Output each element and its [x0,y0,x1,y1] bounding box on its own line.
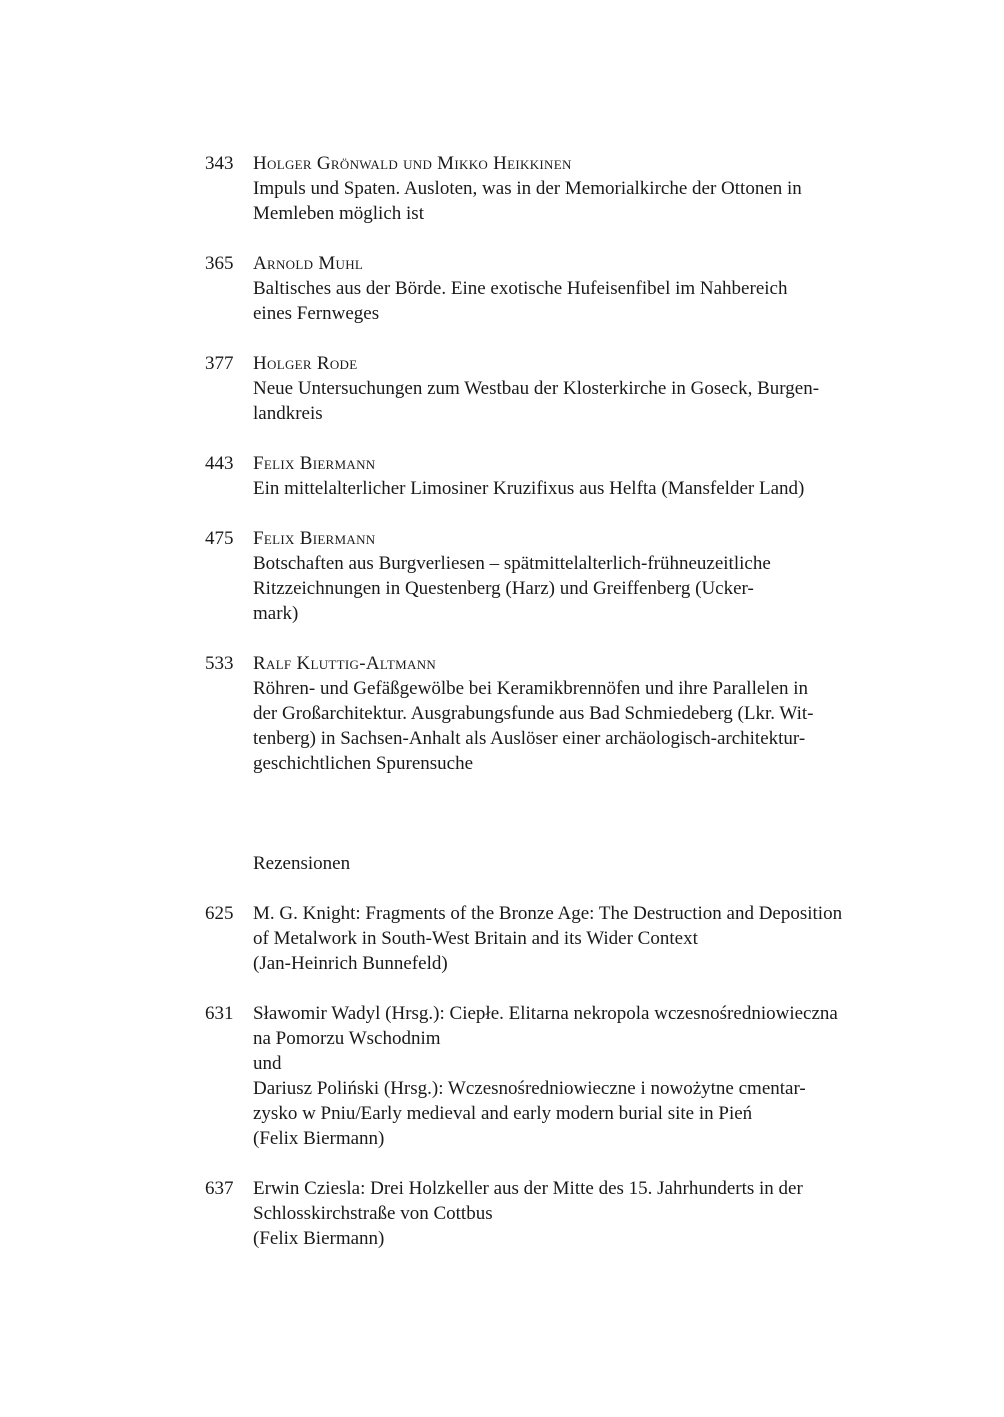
page-number: 377 [205,353,234,374]
review-entry [205,901,865,976]
toc-entry [205,251,865,326]
entry-body [253,1001,865,1151]
review-entry [205,1001,865,1151]
entry-title-line: Impuls und Spaten. Ausloten, was in der Memorialkirche der Ottonen in [253,178,802,199]
entry-body [253,251,865,326]
toc-entry [205,526,865,626]
page-number: 637 [205,1178,234,1199]
entry-author: Holger Rode [253,353,358,374]
entry-title-line: landkreis [253,403,323,424]
page-number: 343 [205,153,234,174]
entry-title-line: Botschaften aus Burgverliesen – spätmittelalterlich-frühneuzeitliche [253,553,771,574]
review-line: (Jan-Heinrich Bunnefeld) [253,953,448,974]
entry-author: Ralf Kluttig-Altmann [253,653,437,674]
entry-author: Felix Biermann [253,453,376,474]
review-line: und [253,1053,282,1074]
page-number: 533 [205,653,234,674]
review-line: (Felix Biermann) [253,1228,385,1249]
entry-title-line: der Großarchitektur. Ausgrabungsfunde aus Bad Schmiedeberg (Lkr. Wit- [253,703,814,724]
entry-body [253,451,865,501]
entry-title-line: Memleben möglich ist [253,203,424,224]
table-of-contents [205,151,865,1276]
review-line: zysko w Pniu/Early medieval and early modern burial site in Pień [253,1103,753,1124]
review-line: of Metalwork in South-West Britain and its Wider Context [253,928,698,949]
entry-body [253,651,865,776]
page-number: 365 [205,253,234,274]
entry-title-line: Baltisches aus der Börde. Eine exotische Hufeisenfibel im Nahbereich [253,278,788,299]
review-line: Dariusz Poliński (Hrsg.): Wczesnośredniowieczne i nowożytne cmentar- [253,1078,806,1099]
review-line: Schlosskirchstraße von Cottbus [253,1203,493,1224]
entry-body [253,901,865,976]
entry-title-line: eines Fernweges [253,303,380,324]
entry-title-line: Neue Untersuchungen zum Westbau der Klosterkirche in Goseck, Burgen- [253,378,820,399]
entry-body [253,526,865,626]
entry-author: Felix Biermann [253,528,376,549]
entry-author: Holger Grönwald und Mikko Heikkinen [253,153,572,174]
entry-body [253,151,865,226]
review-line: Sławomir Wadyl (Hrsg.): Ciepłe. Elitarna nekropola wczesnośredniowieczna [253,1003,838,1024]
entry-title-line: mark) [253,603,299,624]
reviews-section-heading: Rezensionen [253,853,351,874]
toc-entry [205,451,865,501]
entry-author: Arnold Muhl [253,253,364,274]
page-number: 631 [205,1003,234,1024]
entry-body [253,1176,865,1251]
entry-title-line: Ritzzeichnungen in Questenberg (Harz) und Greiffenberg (Ucker- [253,578,754,599]
review-entry [205,1176,865,1251]
toc-entry [205,651,865,776]
page-number: 625 [205,903,234,924]
entry-title-line: tenberg) in Sachsen-Anhalt als Auslöser einer archäologisch-architektur- [253,728,806,749]
toc-entry [205,351,865,426]
review-line: (Felix Biermann) [253,1128,385,1149]
review-line: na Pomorzu Wschodnim [253,1028,441,1049]
toc-entry [205,151,865,226]
entry-title-line: Ein mittelalterlicher Limosiner Kruzifixus aus Helfta (Mansfelder Land) [253,478,805,499]
entry-title-line: Röhren- und Gefäßgewölbe bei Keramikbrennöfen und ihre Parallelen in [253,678,809,699]
entry-body [253,351,865,426]
entry-title-line: geschichtlichen Spurensuche [253,753,474,774]
page-number: 443 [205,453,234,474]
review-line: M. G. Knight: Fragments of the Bronze Age: The Destruction and Deposition [253,903,843,924]
review-line: Erwin Cziesla: Drei Holzkeller aus der Mitte des 15. Jahrhunderts in der [253,1178,803,1199]
page-number: 475 [205,528,234,549]
